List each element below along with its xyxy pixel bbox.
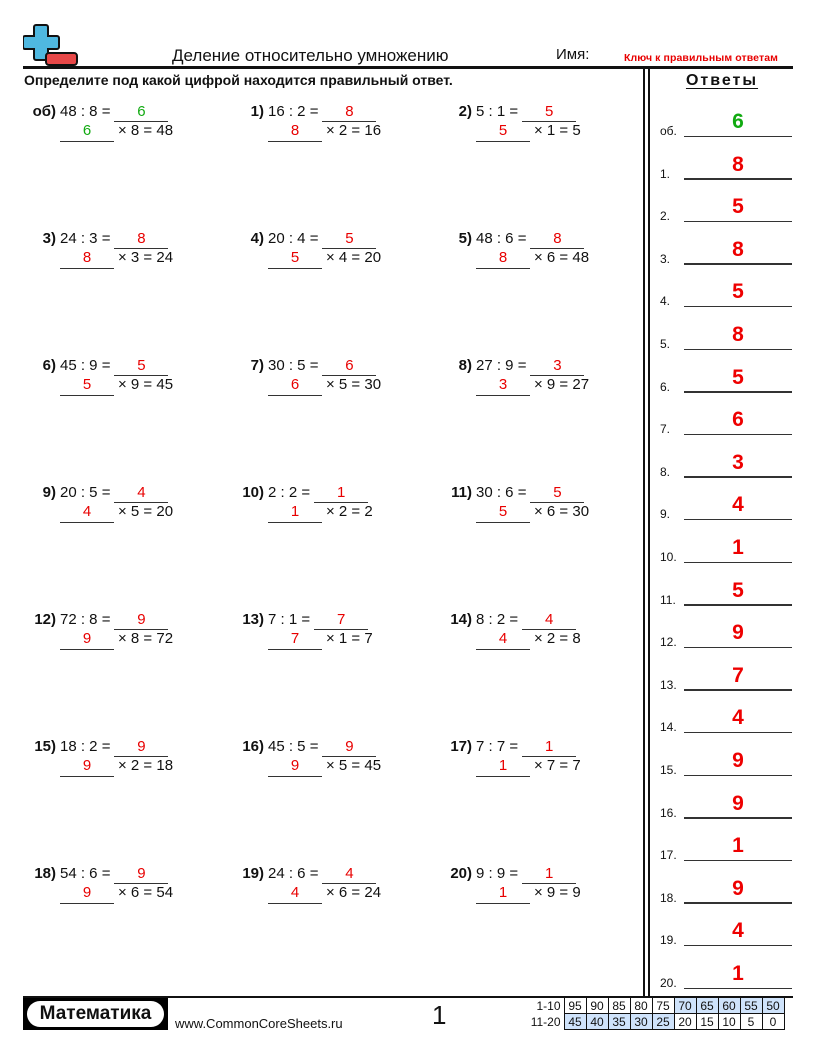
problem-15 <box>24 738 214 780</box>
quotient-answer[interactable]: 9 <box>114 611 168 630</box>
multiplication-check: × 5 = 45 <box>326 757 382 774</box>
answer-value[interactable]: 9 <box>732 749 744 772</box>
answer-line <box>684 349 792 351</box>
score-cell: 95 <box>564 998 586 1014</box>
problem-number: об) <box>32 103 56 120</box>
division-expression: 8 : 2 = <box>476 611 519 628</box>
answer-value[interactable]: 9 <box>732 876 744 900</box>
answer-value[interactable]: 8 <box>732 237 744 261</box>
score-cell: 0 <box>762 1014 784 1030</box>
answer-value[interactable]: 1 <box>732 962 744 985</box>
answer-key-item <box>660 449 792 479</box>
division-expression: 48 : 6 = <box>476 230 527 247</box>
problem-number: 7) <box>250 357 264 374</box>
answer-line <box>684 178 792 180</box>
factor-answer[interactable]: 9 <box>60 757 114 777</box>
score-cell: 70 <box>674 998 696 1014</box>
worksheet-title: Деление относительно умножению <box>172 46 449 65</box>
factor-answer[interactable]: 9 <box>60 884 114 904</box>
quotient-answer[interactable]: 6 <box>114 103 168 122</box>
factor-answer[interactable]: 8 <box>476 249 530 269</box>
answer-number: 19. <box>660 933 677 948</box>
answer-key-label: Ключ к правильным ответам <box>624 52 779 64</box>
answer-key-item <box>660 151 792 181</box>
brand-label: Математика <box>27 1001 164 1027</box>
answer-line <box>684 476 792 478</box>
answer-number: 5. <box>660 337 671 351</box>
answer-number: 9. <box>660 507 671 522</box>
score-cell: 90 <box>586 998 608 1014</box>
multiplication-check: × 5 = 30 <box>326 376 382 393</box>
quotient-answer[interactable]: 5 <box>530 484 584 503</box>
problem-number: 17) <box>450 738 472 755</box>
answer-number: 13. <box>660 677 677 692</box>
division-expression: 2 : 2 = <box>268 484 311 501</box>
problem-13 <box>232 611 422 653</box>
quotient-answer[interactable]: 7 <box>314 611 368 630</box>
multiplication-check: × 9 = 9 <box>534 884 581 901</box>
factor-answer[interactable]: 6 <box>268 376 322 396</box>
score-cell: 5 <box>740 1014 762 1030</box>
problem-number: 18) <box>34 865 56 882</box>
answer-number: 14. <box>660 720 677 735</box>
answer-number: 8. <box>660 464 671 479</box>
answer-line <box>684 860 792 862</box>
answer-key-item <box>660 278 792 308</box>
factor-answer[interactable]: 4 <box>60 503 114 523</box>
answer-key-item <box>660 534 792 564</box>
answer-line <box>684 604 792 606</box>
answer-line <box>684 136 792 138</box>
score-cell: 60 <box>718 998 740 1014</box>
answer-line <box>684 519 792 521</box>
multiplication-check: × 5 = 20 <box>118 503 174 520</box>
brand-logo <box>23 998 168 1030</box>
division-expression: 5 : 1 = <box>476 103 519 120</box>
answer-line <box>684 306 792 308</box>
division-expression: 24 : 3 = <box>60 230 111 247</box>
factor-answer[interactable]: 9 <box>60 630 114 650</box>
quotient-answer[interactable]: 5 <box>522 103 576 122</box>
quotient-answer[interactable]: 8 <box>114 230 168 249</box>
instructions: Определите под какой цифрой находится правильный ответ. <box>24 72 453 88</box>
division-expression: 18 : 2 = <box>60 738 111 755</box>
multiplication-check: × 9 = 45 <box>118 376 174 393</box>
multiplication-check: × 6 = 48 <box>534 249 590 266</box>
factor-answer[interactable]: 9 <box>268 757 322 777</box>
site-url: www.CommonCoreSheets.ru <box>175 1016 343 1031</box>
problem-number: 1) <box>250 103 264 120</box>
multiplication-check: × 2 = 18 <box>118 757 174 774</box>
problem-12 <box>24 611 214 653</box>
score-cell: 35 <box>608 1014 630 1030</box>
answer-line <box>684 689 792 691</box>
multiplication-check: × 1 = 7 <box>326 630 373 647</box>
score-cell: 55 <box>740 998 762 1014</box>
problem-number: 15) <box>34 738 56 755</box>
answer-value[interactable]: 4 <box>732 493 744 517</box>
score-cell: 30 <box>630 1014 652 1030</box>
answer-value[interactable]: 8 <box>732 152 744 176</box>
score-range-label: 11-20 <box>530 1014 561 1029</box>
quotient-answer[interactable]: 3 <box>530 357 584 376</box>
answer-number: об. <box>660 124 677 138</box>
answer-value[interactable]: 4 <box>732 919 744 943</box>
answer-value[interactable]: 3 <box>732 450 744 474</box>
score-cell: 45 <box>564 1014 586 1030</box>
answer-key-item <box>660 747 792 777</box>
division-expression: 20 : 4 = <box>268 230 319 247</box>
problem-1 <box>232 103 422 145</box>
score-row <box>526 998 784 1014</box>
problem-number: 10) <box>242 484 264 501</box>
multiplication-check: × 8 = 72 <box>118 630 174 647</box>
division-expression: 20 : 5 = <box>60 484 111 501</box>
header-rule <box>23 66 793 69</box>
answer-number: 18. <box>660 890 677 905</box>
plus-minus-logo-icon <box>23 23 78 67</box>
problem-19 <box>232 865 422 907</box>
answer-value[interactable]: 5 <box>732 195 744 219</box>
problem-10 <box>232 484 422 526</box>
multiplication-check: × 6 = 30 <box>534 503 590 520</box>
division-expression: 27 : 9 = <box>476 357 527 374</box>
quotient-answer[interactable]: 9 <box>322 738 376 757</box>
score-cell: 15 <box>696 1014 718 1030</box>
answer-value[interactable]: 5 <box>732 578 744 602</box>
problem-number: 8) <box>458 357 472 374</box>
problem-number: 20) <box>450 865 472 882</box>
problem-number: 5) <box>458 230 472 247</box>
multiplication-check: × 3 = 24 <box>118 249 174 266</box>
problem-number: 14) <box>450 611 472 628</box>
problem-6 <box>24 357 214 399</box>
answer-line <box>684 562 792 564</box>
multiplication-check: × 2 = 16 <box>326 122 382 139</box>
problem-number: 16) <box>242 738 264 755</box>
problem-number: 12) <box>34 611 56 628</box>
score-cell: 40 <box>586 1014 608 1030</box>
problem-example <box>24 103 214 145</box>
answer-value[interactable]: 5 <box>732 280 744 304</box>
answer-number: 11. <box>660 592 676 607</box>
answer-number: 7. <box>660 422 671 437</box>
score-cell: 20 <box>674 1014 696 1030</box>
answer-key-item <box>660 321 792 351</box>
problem-number: 6) <box>42 357 56 374</box>
problem-2 <box>440 103 630 145</box>
division-expression: 30 : 6 = <box>476 484 527 501</box>
factor-answer[interactable]: 5 <box>268 249 322 269</box>
factor-answer[interactable]: 5 <box>476 503 530 523</box>
quotient-answer[interactable]: 4 <box>322 865 376 884</box>
division-expression: 9 : 9 = <box>476 865 519 882</box>
division-expression: 45 : 5 = <box>268 738 319 755</box>
quotient-answer[interactable]: 4 <box>522 611 576 630</box>
multiplication-check: × 6 = 24 <box>326 884 382 901</box>
answer-number: 4. <box>660 294 671 309</box>
answer-value[interactable]: 1 <box>732 536 744 559</box>
problem-5 <box>440 230 630 272</box>
answer-key-item <box>660 960 792 990</box>
quotient-answer[interactable]: 1 <box>522 738 576 757</box>
problem-17 <box>440 738 630 780</box>
answer-line <box>684 732 792 734</box>
problem-number: 11) <box>451 484 472 501</box>
answer-key-item <box>660 193 792 223</box>
factor-answer[interactable]: 1 <box>268 503 322 523</box>
answer-value[interactable]: 9 <box>732 621 744 645</box>
problem-16 <box>232 738 422 780</box>
answer-number: 16. <box>660 805 677 820</box>
factor-answer[interactable]: 6 <box>60 122 114 142</box>
score-cell: 85 <box>608 998 630 1014</box>
factor-answer[interactable]: 8 <box>268 122 322 142</box>
answer-key-item <box>660 236 792 266</box>
quotient-answer[interactable]: 1 <box>522 865 576 884</box>
answer-line <box>684 391 792 393</box>
problem-number: 3) <box>42 230 56 247</box>
multiplication-check: × 9 = 27 <box>534 376 590 393</box>
answer-key-item <box>660 917 792 947</box>
factor-answer[interactable]: 1 <box>476 884 530 904</box>
answer-line <box>684 263 792 265</box>
answer-key-item <box>660 704 792 734</box>
answer-value[interactable]: 6 <box>732 408 744 432</box>
problem-number: 4) <box>250 230 264 247</box>
answer-value[interactable]: 4 <box>732 706 744 730</box>
problem-18 <box>24 865 214 907</box>
score-cell: 75 <box>652 998 674 1014</box>
answer-key-item <box>660 364 792 394</box>
answer-key-item <box>660 406 792 436</box>
answer-number: 3. <box>660 251 671 266</box>
problem-number: 9) <box>42 484 56 501</box>
factor-answer[interactable]: 5 <box>60 376 114 396</box>
answer-number: 15. <box>660 763 677 777</box>
division-expression: 48 : 8 = <box>60 103 111 120</box>
score-range-label: 1-10 <box>536 998 561 1013</box>
answer-number: 17. <box>660 848 677 863</box>
problem-11 <box>440 484 630 526</box>
multiplication-check: × 4 = 20 <box>326 249 382 266</box>
division-expression: 7 : 7 = <box>476 738 519 755</box>
factor-answer[interactable]: 4 <box>476 630 530 650</box>
answer-line <box>684 817 792 819</box>
division-expression: 45 : 9 = <box>60 357 111 374</box>
multiplication-check: × 2 = 2 <box>326 503 373 520</box>
answer-line <box>684 945 792 947</box>
answer-key-item <box>660 662 792 692</box>
answer-line <box>684 775 792 777</box>
problem-14 <box>440 611 630 653</box>
division-expression: 54 : 6 = <box>60 865 111 882</box>
factor-answer[interactable]: 3 <box>476 376 530 396</box>
factor-answer[interactable]: 1 <box>476 757 530 777</box>
score-cell: 65 <box>696 998 718 1014</box>
score-table <box>526 997 785 1030</box>
answer-value[interactable]: 6 <box>732 110 744 133</box>
problem-number: 13) <box>242 611 264 628</box>
answer-number: 20. <box>660 976 677 990</box>
answer-key-item <box>660 832 792 862</box>
answer-key-item <box>660 619 792 649</box>
quotient-answer[interactable]: 6 <box>322 357 376 376</box>
name-label: Имя: <box>556 46 590 63</box>
answer-key-item <box>660 577 792 607</box>
answer-number: 1. <box>660 166 671 181</box>
answer-line <box>684 647 792 649</box>
answer-value[interactable]: 8 <box>732 323 744 346</box>
answer-line <box>684 221 792 223</box>
quotient-answer[interactable]: 8 <box>322 103 376 122</box>
answer-number: 6. <box>660 379 671 394</box>
answer-value[interactable]: 5 <box>732 365 744 389</box>
score-row <box>526 1014 784 1030</box>
factor-answer[interactable]: 8 <box>60 249 114 269</box>
answer-key-item <box>660 491 792 521</box>
problem-number: 19) <box>242 865 264 882</box>
answer-line <box>684 902 792 904</box>
division-expression: 7 : 1 = <box>268 611 311 628</box>
quotient-answer[interactable]: 1 <box>314 484 368 503</box>
score-cell: 50 <box>762 998 784 1014</box>
problem-7 <box>232 357 422 399</box>
problem-4 <box>232 230 422 272</box>
score-cell: 80 <box>630 998 652 1014</box>
answer-key-item <box>660 108 792 138</box>
division-expression: 16 : 2 = <box>268 103 319 120</box>
multiplication-check: × 7 = 7 <box>534 757 581 774</box>
quotient-answer[interactable]: 5 <box>114 357 168 376</box>
score-cell: 25 <box>652 1014 674 1030</box>
quotient-answer[interactable]: 5 <box>322 230 376 249</box>
score-cell: 10 <box>718 1014 740 1030</box>
factor-answer[interactable]: 5 <box>476 122 530 142</box>
multiplication-check: × 2 = 8 <box>534 630 581 647</box>
answer-number: 12. <box>660 635 677 650</box>
division-expression: 72 : 8 = <box>60 611 111 628</box>
answer-value[interactable]: 1 <box>732 834 744 858</box>
answer-key-item <box>660 790 792 820</box>
quotient-answer[interactable]: 8 <box>530 230 584 249</box>
division-expression: 30 : 5 = <box>268 357 319 374</box>
answer-key-item <box>660 875 792 905</box>
answers-title: Ответы <box>685 72 759 89</box>
answer-line <box>684 988 792 990</box>
page-number: 1 <box>432 1000 447 1030</box>
answer-number: 2. <box>660 209 671 224</box>
problem-3 <box>24 230 214 272</box>
answer-number: 10. <box>660 550 677 564</box>
answer-value[interactable]: 9 <box>732 791 744 815</box>
division-expression: 24 : 6 = <box>268 865 319 882</box>
factor-answer[interactable]: 4 <box>268 884 322 904</box>
answer-value[interactable]: 7 <box>732 663 744 687</box>
multiplication-check: × 8 = 48 <box>118 122 174 139</box>
quotient-answer[interactable]: 9 <box>114 865 168 884</box>
problem-20 <box>440 865 630 907</box>
answer-line <box>684 434 792 436</box>
quotient-answer[interactable]: 4 <box>114 484 168 503</box>
problem-9 <box>24 484 214 526</box>
quotient-answer[interactable]: 9 <box>114 738 168 757</box>
multiplication-check: × 6 = 54 <box>118 884 174 901</box>
multiplication-check: × 1 = 5 <box>534 122 581 139</box>
column-divider <box>643 68 650 996</box>
problem-8 <box>440 357 630 399</box>
problem-number: 2) <box>458 103 472 120</box>
factor-answer[interactable]: 7 <box>268 630 322 650</box>
